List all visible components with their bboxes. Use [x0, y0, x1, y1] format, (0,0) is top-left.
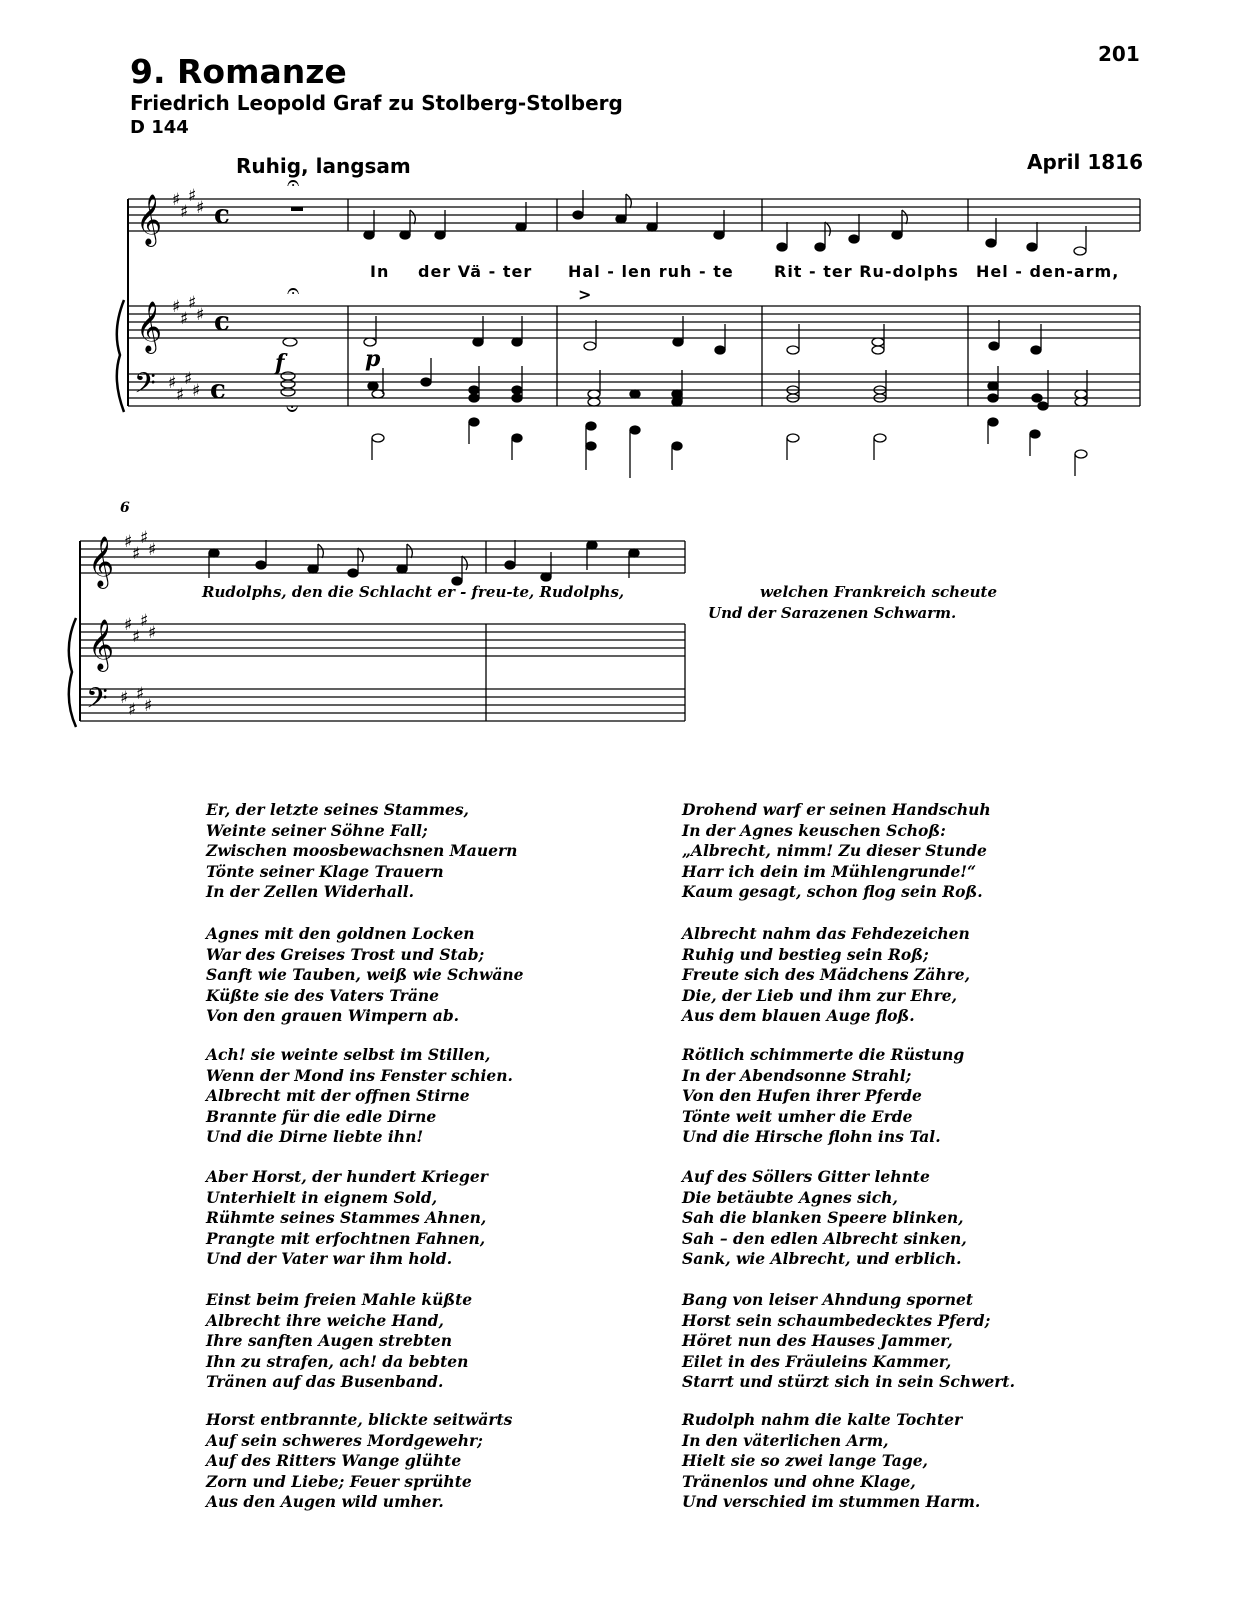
svg-text:♯: ♯ [196, 198, 205, 218]
continuation-line: welchen Frankreich scheute [760, 583, 997, 601]
treble-clef-icon: 𝄞 [136, 194, 163, 245]
bass-clef-icon: 𝄢 [86, 682, 108, 722]
svg-text:♯: ♯ [136, 684, 145, 704]
fermata-icon: 𝄑 [286, 397, 299, 422]
song-title: 9. Romanze [130, 52, 347, 91]
svg-text:♯: ♯ [128, 700, 137, 720]
poem-stanza: Auf des Söllers Gitter lehnte Die betäubte Agnes sich, Sah die blanken Speere blinken, Sah – den edlen Albrecht sinken, Sank, wie Albrecht, und erblich. [682, 1167, 967, 1268]
svg-text:♯: ♯ [120, 688, 129, 708]
svg-text:♯: ♯ [124, 615, 133, 635]
svg-text:♯: ♯ [188, 186, 197, 206]
treble-clef-icon: 𝄞 [88, 536, 115, 587]
treble-clef-icon: 𝄞 [88, 619, 115, 670]
tempo-marking: Ruhig, langsam [236, 154, 411, 178]
svg-text:♯: ♯ [192, 381, 201, 401]
svg-text:♯: ♯ [132, 544, 141, 564]
svg-text:♯: ♯ [148, 540, 157, 560]
svg-text:c: c [210, 375, 226, 405]
dynamic-forte: f [275, 350, 285, 376]
svg-text:c: c [214, 307, 230, 337]
poem-stanza: Rudolph nahm die kalte Tochter In den väterlichen Arm, Hielt sie so zwei lange Tage, Tränenlos und ohne Klage, Und verschied im stummen Harm. [682, 1410, 981, 1511]
catalog-number: D 144 [130, 117, 189, 138]
piano-treble-staff-2 [80, 624, 685, 656]
lyric-line: Rudolphs, den die Schlacht er - freu-te, Rudolphs, [202, 583, 625, 601]
measure-number: 6 [120, 500, 130, 516]
poem-stanza: Drohend warf er seinen Handschuh In der Agnes keuschen Schoß: „Albrecht, nimm! Zu dieser Stunde Harr ich dein im Mühlengrunde!“ Kaum gesagt, schon flog sein Roß. [682, 800, 991, 901]
svg-text:c: c [214, 200, 230, 230]
svg-text:♯: ♯ [168, 373, 177, 393]
lyric-syllable: Hal - len ruh - te [568, 262, 734, 281]
poem-stanza: Horst entbrannte, blickte seitwärts Auf sein schweres Mordgewehr; Auf des Ritters Wange glühte Zorn und Liebe; Feuer sprühte Aus den Augen wild umher. [206, 1410, 513, 1511]
svg-text:♯: ♯ [184, 369, 193, 389]
poem-stanza: Albrecht nahm das Fehdezeichen Ruhig und bestieg sein Roß; Freute sich des Mädchens Zähre, Die, der Lieb und ihm zur Ehre, Aus dem blauen Auge floß. [682, 924, 971, 1025]
treble-clef-icon: 𝄞 [136, 301, 163, 352]
fermata-icon: 𝄐 [287, 279, 300, 304]
svg-text:♯: ♯ [140, 611, 149, 631]
poem-stanza: Er, der letzte seines Stammes, Weinte seiner Söhne Fall; Zwischen moosbewachsnen Mauern Tönte seiner Klage Trauern In der Zellen Widerhall. [206, 800, 518, 901]
svg-text:♯: ♯ [196, 305, 205, 325]
piano-treble-staff-1 [128, 306, 1140, 338]
svg-text:♯: ♯ [188, 293, 197, 313]
composition-date: April 1816 [1027, 150, 1143, 174]
svg-text:♯: ♯ [176, 385, 185, 405]
music-score [0, 0, 1236, 760]
piano-bass-notes-1 [281, 358, 1087, 478]
svg-text:♯: ♯ [172, 190, 181, 210]
poem-stanza: Ach! sie weinte selbst im Stillen, Wenn der Mond ins Fenster schien. Albrecht mit der offnen Stirne Brannte für die edle Dirne Und die Dirne liebte ihn! [206, 1045, 513, 1146]
lyric-syllable: Rit - ter Ru-dolphs [774, 262, 959, 281]
accent-icon: > [578, 285, 592, 304]
piano-bass-staff-2 [80, 689, 685, 721]
lyric-syllable: der Vä - ter [418, 262, 533, 281]
svg-text:♯: ♯ [140, 528, 149, 548]
poet-name: Friedrich Leopold Graf zu Stolberg-Stolberg [130, 91, 623, 115]
lyric-syllable: Hel - den-arm, [976, 262, 1120, 281]
voice-staff-1 [128, 199, 1140, 231]
poem-stanza: Aber Horst, der hundert Krieger Unterhielt in eignem Sold, Rühmte seines Stammes Ahnen, Prangte mit erfochtnen Fahnen, Und der Vater war ihm hold. [206, 1167, 488, 1268]
dynamic-piano: p [365, 346, 381, 372]
svg-text:♯: ♯ [172, 297, 181, 317]
svg-text:♯: ♯ [144, 696, 153, 716]
fermata-icon: 𝄐 [287, 171, 300, 196]
svg-text:♯: ♯ [124, 532, 133, 552]
voice-notes-2 [209, 540, 639, 585]
svg-text:♯: ♯ [148, 623, 157, 643]
lyric-syllable: In [370, 262, 390, 281]
poem-stanza: Agnes mit den goldnen Locken War des Greises Trost und Stab; Sanft wie Tauben, weiß wie Schwäne Küßte sie des Vaters Träne Von den grauen Wimpern ab. [206, 924, 524, 1025]
poem-stanza: Rötlich schimmerte die Rüstung In der Abendsonne Strahl; Von den Hufen ihrer Pferde Tönte weit umher die Erde Und die Hirsche flohn ins Tal. [682, 1045, 965, 1146]
svg-text:♯: ♯ [180, 202, 189, 222]
svg-text:♯: ♯ [132, 627, 141, 647]
svg-text:♯: ♯ [180, 309, 189, 329]
poem-stanza: Bang von leiser Ahndung spornet Horst sein schaumbedecktes Pferd; Höret nun des Hauses Jammer, Eilet in des Fräuleins Kammer, Starrt und stürzt sich in sein Schwert. [682, 1290, 1015, 1391]
continuation-line: Und der Sarazenen Schwarm. [708, 604, 957, 622]
page-number: 201 [1098, 42, 1140, 66]
poem-stanza: Einst beim freien Mahle küßte Albrecht ihre weiche Hand, Ihre sanften Augen strebten Ihn zu strafen, ach! da bebten Tränen auf das Busenband. [206, 1290, 473, 1391]
bass-clef-icon: 𝄢 [134, 367, 156, 407]
